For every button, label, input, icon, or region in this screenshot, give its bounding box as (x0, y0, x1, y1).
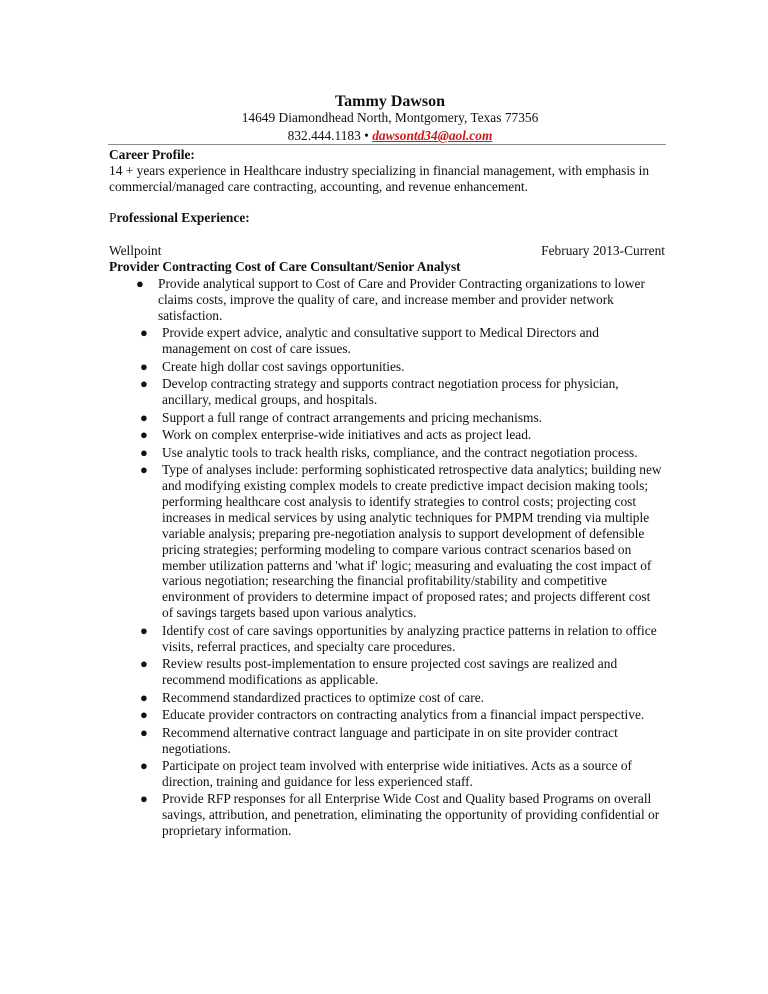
bullet-icon: ● (140, 689, 148, 705)
bullet-icon: ● (140, 758, 148, 773)
header-divider (108, 144, 666, 145)
bullet-icon: ● (140, 444, 148, 460)
bullet-text: Provide RFP responses for all Enterprise Wide Cost and Quality based Programs on overall savings, attribution, and penetration, eliminating the opportunity of providing confidential or proprietary information. (162, 791, 660, 839)
bullet-text: Use analytic tools to track health risks, compliance, and the contract negotiation process. (162, 444, 638, 460)
list-item (0, 690, 662, 706)
bullet-text: Review results post-implementation to ensure projected cost savings are realized and recommend modifications as applicable. (162, 656, 618, 688)
bullet-separator: • (364, 128, 369, 143)
bullet-text: Educate provider contractors on contracting analytics from a financial impact perspective. (162, 707, 645, 723)
heading-rest: rofessional Experience: (116, 210, 250, 225)
email-link[interactable]: dawsontd34@aol.com (372, 128, 493, 143)
heading-first-letter: P (109, 210, 117, 225)
list-item (0, 462, 662, 621)
list-item (0, 707, 662, 723)
list-item (0, 410, 662, 426)
job-company: Wellpoint (109, 243, 162, 258)
list-item (0, 325, 662, 357)
bullet-icon: ● (140, 427, 148, 443)
bullet-icon: ● (140, 656, 148, 672)
list-item (0, 656, 662, 688)
bullet-text: Develop contracting strategy and supports contract negotiation process for physician, ancillary, medical groups, and hospitals. (162, 376, 619, 408)
bullet-text: Type of analyses include: performing sophisticated retrospective data analytics; building new and modifying existing complex models to create predictive impact decision making tools; performing healthcare cost analysis to identify strategies to control costs; projecting cost increases in medical services by using analytic techniques for PMPM trending via multiple variable analysis; preparing pre-negotiation analysis to support development of defensible pricing strategies; performing modeling to compare various contract scenarios based on member utilization patterns and 'what if' logic; measuring and evaluating the cost impact of various negotiation; researching the financial profitability/stability and competitive environment of providers to determine impact of proposed rates; and projects different cost of savings targets based upon various analytics. (162, 462, 662, 621)
bullet-icon: ● (140, 325, 148, 341)
list-item (0, 725, 662, 757)
list-item (0, 791, 662, 839)
list-item (0, 623, 662, 655)
bullet-text: Work on complex enterprise-wide initiatives and acts as project lead. (162, 427, 532, 443)
bullet-text: Identify cost of care savings opportunities by analyzing practice patterns in relation to office visits, referral practices, and specialty care procedures. (162, 622, 657, 654)
bullet-icon: ● (140, 376, 148, 392)
bullet-text: Provide expert advice, analytic and consultative support to Medical Directors and management on cost of care issues. (162, 325, 599, 357)
list-item (0, 758, 662, 790)
job-title: Provider Contracting Cost of Care Consultant/Senior Analyst (109, 259, 461, 274)
list-item (0, 276, 658, 324)
job-header-row (109, 243, 665, 259)
bullet-icon: ● (140, 791, 148, 807)
career-profile-heading: Career Profile: (109, 147, 195, 162)
contact-line (0, 128, 768, 144)
candidate-address: 14649 Diamondhead North, Montgomery, Texas 77356 (241, 110, 539, 125)
bullet-icon: ● (140, 707, 148, 723)
list-item (0, 376, 662, 408)
job-responsibilities-list (0, 276, 768, 841)
bullet-icon: ● (136, 276, 144, 291)
bullet-text: Participate on project team involved with enterprise wide initiatives. Acts as a source of direction, training and guidance for less experienced staff. (162, 758, 633, 789)
bullet-icon: ● (140, 622, 148, 638)
bullet-text: Recommend standardized practices to optimize cost of care. (162, 689, 484, 705)
career-profile-text: 14 + years experience in Healthcare industry specializing in financial management, with emphasis in commercial/managed care contracting, accounting, and revenue enhancement. (109, 163, 650, 194)
bullet-text: Provide analytical support to Cost of Care and Provider Contracting organizations to lower claims costs, improve the quality of care, and increase member and provider network satisfaction. (158, 276, 645, 323)
job-dates: February 2013-Current (541, 243, 665, 258)
bullet-icon: ● (140, 462, 148, 478)
list-item (0, 427, 662, 443)
list-item (0, 359, 662, 375)
professional-experience-heading (109, 210, 250, 226)
bullet-text: Support a full range of contract arrangements and pricing mechanisms. (162, 409, 543, 425)
bullet-text: Create high dollar cost savings opportunities. (162, 358, 405, 374)
bullet-icon: ● (140, 409, 148, 425)
bullet-icon: ● (140, 724, 148, 740)
list-item (0, 445, 662, 461)
bullet-icon: ● (140, 358, 148, 374)
bullet-text: Recommend alternative contract language and participate in on site provider contract negotiations. (162, 724, 618, 756)
candidate-name: Tammy Dawson (334, 93, 446, 110)
phone-number: 832.444.1183 (287, 128, 361, 143)
